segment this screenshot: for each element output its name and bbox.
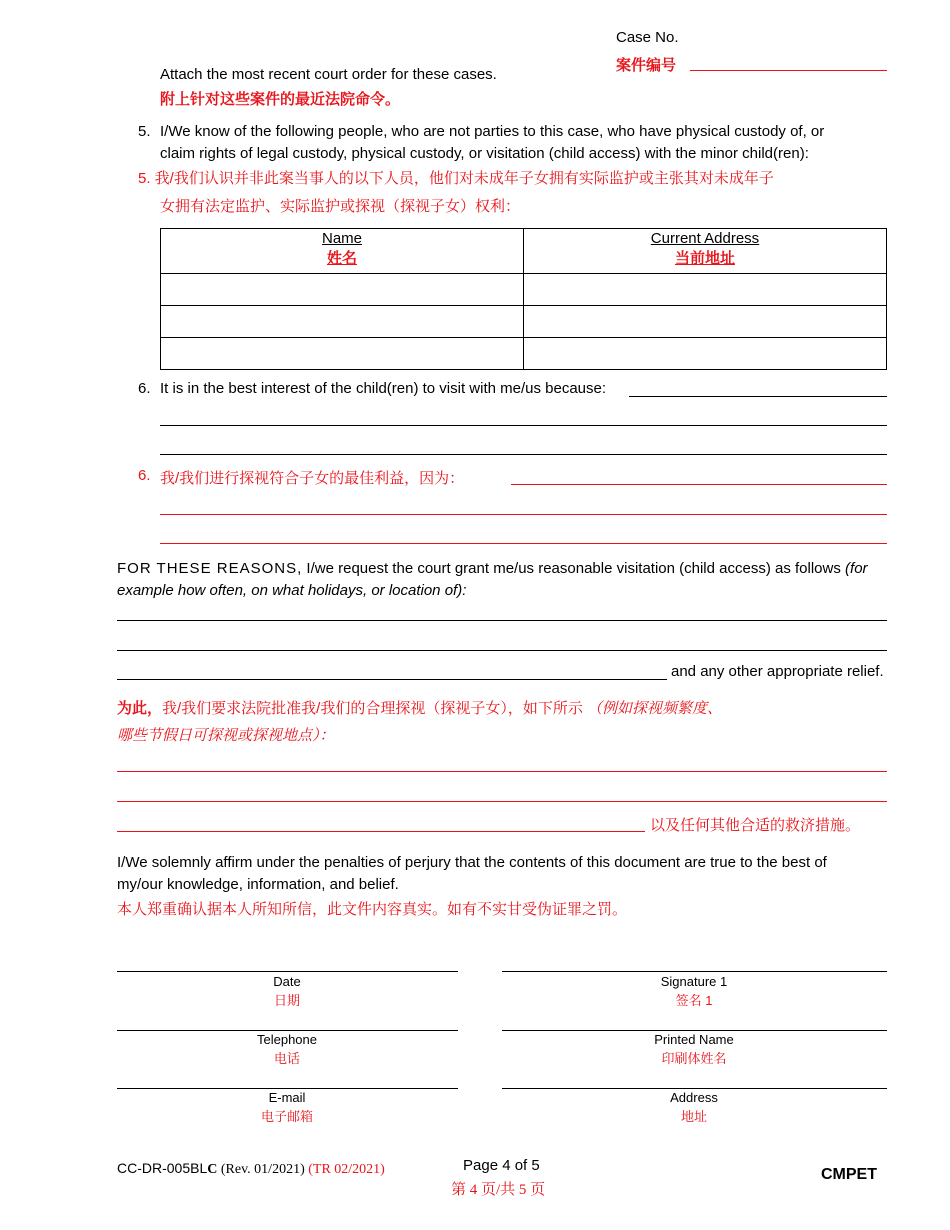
case-no-field[interactable] <box>690 70 887 71</box>
signature-label-zh: 签名 1 <box>675 993 713 1008</box>
attach-instruction: Attach the most recent court order for these cases. <box>160 66 497 83</box>
item6-text: It is in the best interest of the child(ren) to visit with me/us because: <box>160 380 607 397</box>
form-id <box>117 1160 385 1178</box>
table-row <box>161 306 887 338</box>
email-label-zh: 电子邮箱 <box>260 1109 313 1124</box>
attach-instruction-zh: 附上针对这些案件的最近法院命令。 <box>160 91 401 108</box>
item5-text-zh-line1: 5. 我/我们认识并非此案当事人的以下人员，他们对未成年子女拥有实际监护或主张其对未成年子 <box>138 170 774 187</box>
address-line[interactable] <box>502 1088 887 1089</box>
name-cell[interactable] <box>161 306 524 338</box>
people-table <box>160 228 887 370</box>
reasons-italic-2: example how often, on what holidays, or location of): <box>117 582 467 599</box>
item6-number-zh: 6. <box>138 467 151 484</box>
table-header-address-en: Current Address <box>650 230 760 247</box>
address-label: Address <box>670 1090 718 1105</box>
form-code: CC-DR-005BL <box>117 1160 208 1176</box>
visitation-answer-line-zh[interactable] <box>117 801 887 802</box>
date-label-zh: 日期 <box>273 993 300 1008</box>
item5-text-line1: I/We know of the following people, who are not parties to this case, who have physical custody of, or <box>160 123 825 140</box>
table-row <box>161 274 887 306</box>
reasons-paragraph-zh <box>117 697 917 718</box>
affirm-line1: I/We solemnly affirm under the penalties of perjury that the contents of this document are true to the best of <box>117 854 827 871</box>
case-no-label-zh: 案件编号 <box>616 57 677 74</box>
visitation-answer-line-zh[interactable] <box>117 831 645 832</box>
printed-name-label-zh: 印刷体姓名 <box>661 1051 727 1066</box>
case-no-label: Case No. <box>616 29 679 46</box>
reasons-text: I/we request the court grant me/us reasonable visitation (child access) as follows <box>302 560 846 577</box>
item6-number: 6. <box>138 380 151 397</box>
visitation-answer-line[interactable] <box>117 650 887 651</box>
reasons-text-zh: 我/我们要求法院批准我/我们的合理探视（探视子女），如下所示 <box>162 700 588 717</box>
signature-label: Signature 1 <box>660 974 728 989</box>
date-line[interactable] <box>117 971 458 972</box>
table-header-name-zh: 姓名 <box>326 250 357 267</box>
visitation-answer-line-zh[interactable] <box>117 771 887 772</box>
address-label-zh: 地址 <box>680 1109 707 1124</box>
form-rev: (Rev. 01/2021) <box>217 1162 309 1177</box>
reasons-italic-zh-2: 哪些节假日可探视或探视地点）： <box>117 727 335 744</box>
signature-line[interactable] <box>502 971 887 972</box>
item6-answer-line[interactable] <box>160 425 887 426</box>
name-cell[interactable] <box>161 274 524 306</box>
telephone-label-zh: 电话 <box>273 1051 300 1066</box>
brand-mark: CMPET <box>821 1166 877 1183</box>
visitation-answer-line[interactable] <box>117 679 667 680</box>
form-code-c: C <box>207 1162 218 1177</box>
date-label: Date <box>273 974 301 989</box>
table-header-name <box>161 229 524 274</box>
printed-name-line[interactable] <box>502 1030 887 1031</box>
form-tr: (TR 02/2021) <box>308 1162 385 1177</box>
affirm-zh: 本人郑重确认据本人所知所信，此文件内容真实。如有不实甘受伪证罪之罚。 <box>117 901 628 918</box>
page-number: Page 4 of 5 <box>463 1157 540 1174</box>
address-cell[interactable] <box>524 306 887 338</box>
item6-answer-line-zh[interactable] <box>160 543 887 544</box>
reasons-italic-1: (for <box>845 560 868 577</box>
item6-text-zh: 我/我们进行探视符合子女的最佳利益，因为： <box>160 470 465 487</box>
item6-answer-line[interactable] <box>160 454 887 455</box>
relief-text-zh: 以及任何其他合适的救济措施。 <box>650 817 861 834</box>
address-cell[interactable] <box>524 338 887 370</box>
affirm-line2: my/our knowledge, information, and belief. <box>117 876 399 893</box>
visitation-answer-line[interactable] <box>117 620 887 621</box>
telephone-label: Telephone <box>257 1032 317 1047</box>
relief-text: and any other appropriate relief. <box>671 663 884 680</box>
item5-text-zh-line2: 女拥有法定监护、实际监护或探视（探视子女）权利： <box>160 198 521 215</box>
item6-answer-line[interactable] <box>629 396 887 397</box>
table-header-address-zh: 当前地址 <box>674 250 735 267</box>
telephone-line[interactable] <box>117 1030 458 1031</box>
table-header-address <box>524 229 887 274</box>
item6-answer-line-zh[interactable] <box>160 514 887 515</box>
item5-number: 5. <box>138 123 151 140</box>
reasons-paragraph <box>117 560 897 577</box>
email-label: E-mail <box>268 1090 306 1105</box>
table-row <box>161 338 887 370</box>
address-cell[interactable] <box>524 274 887 306</box>
email-line[interactable] <box>117 1088 458 1089</box>
page-number-zh: 第 4 页/共 5 页 <box>451 1182 546 1198</box>
table-header-name-en: Name <box>321 230 362 247</box>
item5-text-line2: claim rights of legal custody, physical custody, or visitation (child access) with the minor child(ren): <box>160 145 809 162</box>
item6-answer-line-zh[interactable] <box>511 484 887 485</box>
reasons-bold-zh: 为此， <box>117 700 163 717</box>
reasons-caps: FOR THESE REASONS, <box>117 560 303 577</box>
printed-name-label: Printed Name <box>654 1032 734 1047</box>
name-cell[interactable] <box>161 338 524 370</box>
reasons-italic-zh-1: （例如探视频繁度、 <box>587 700 723 717</box>
